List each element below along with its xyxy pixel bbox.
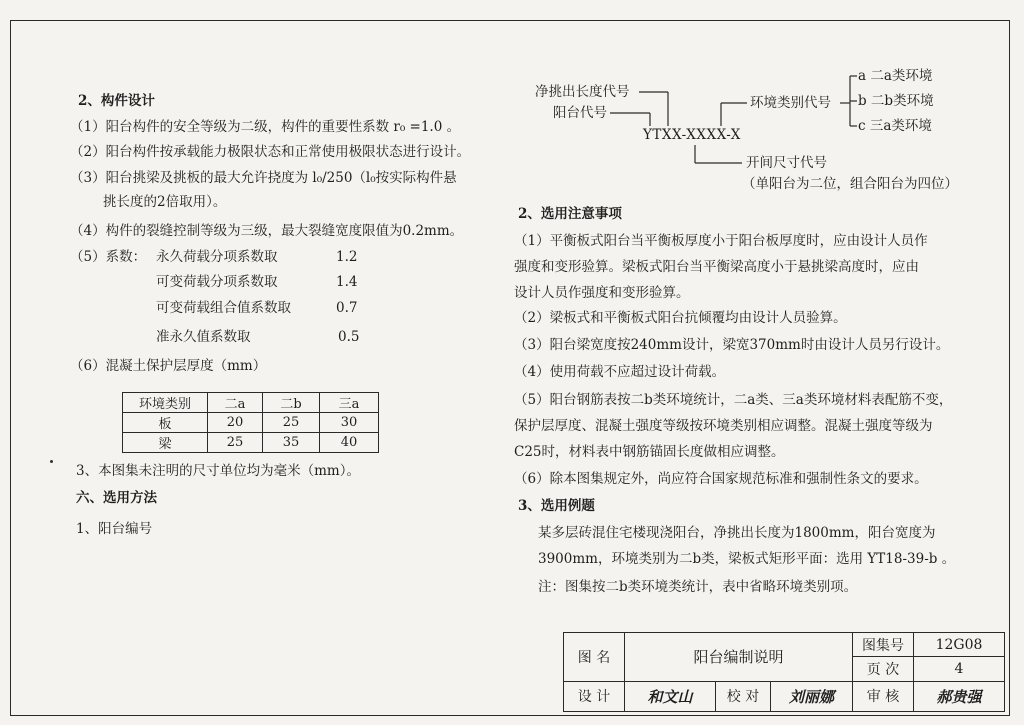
table-header-cell: 三a bbox=[320, 393, 379, 413]
designer-signature: 和文山 bbox=[625, 681, 716, 711]
table-cell: 25 bbox=[263, 413, 320, 433]
example-line: 某多层砖混住宅楼现浇阳台，净挑出长度为1800mm，阳台宽度为 bbox=[538, 525, 936, 541]
label-balcony-code: 阳台代号 bbox=[553, 105, 607, 121]
note-line: 保护层厚度、混凝土强度等级按环境类别相应调整。混凝土强度等级为 bbox=[514, 418, 933, 434]
note-line: （4）使用荷载不应超过设计荷载。 bbox=[514, 364, 726, 380]
note-line: 设计人员作强度和变形验算。 bbox=[514, 285, 690, 301]
label-env-code: 环境类别代号 bbox=[750, 95, 831, 111]
coefficients-label: （5）系数： bbox=[70, 249, 147, 265]
checker-label: 校 对 bbox=[716, 681, 771, 711]
coefficient-name: 永久荷载分项系数取 bbox=[156, 249, 278, 265]
note-line: C25时，材料表中钢筋锚固长度做相应调整。 bbox=[514, 444, 785, 460]
drawing-name-label: 图 名 bbox=[564, 633, 625, 682]
item-3-line-2: 挑长度的2倍取用）。 bbox=[103, 194, 227, 210]
checker-signature: 刘丽娜 bbox=[771, 681, 853, 711]
code-format: YTXX-XXXX-X bbox=[643, 127, 741, 143]
section-heading-example: 3、选用例题 bbox=[518, 498, 595, 514]
table-header-cell: 环境类别 bbox=[123, 393, 208, 413]
reviewer-label: 审 核 bbox=[853, 681, 914, 711]
item-4: （4）构件的裂缝控制等级为三级，最大裂缝宽度限值为0.2mm。 bbox=[70, 223, 464, 239]
section-heading-selection-notes: 2、选用注意事项 bbox=[518, 206, 622, 222]
note-line: 强度和变形验算。梁板式阳台当平衡梁高度小于悬挑梁高度时，应由 bbox=[514, 259, 919, 275]
item-2: （2）阳台构件按承载能力极限状态和正常使用极限状态进行设计。 bbox=[70, 144, 471, 160]
note-line: （5）阳台钢筋表按二b类环境统计，二a类、三a类环境材料表配筋不变， bbox=[514, 392, 953, 408]
coefficient-value: 1.4 bbox=[336, 274, 358, 290]
atlas-number-value: 12G08 bbox=[914, 633, 1005, 657]
designer-label: 设 计 bbox=[564, 681, 625, 711]
note-line: （2）梁板式和平衡板式阳台抗倾覆均由设计人员验算。 bbox=[514, 310, 847, 326]
table-cell: 梁 bbox=[123, 433, 208, 453]
coefficient-name: 准永久值系数取 bbox=[156, 329, 251, 345]
example-line: 3900mm，环境类别为二b类，梁板式矩形平面：选用 YT18-39-b 。 bbox=[538, 551, 956, 567]
table-cell: 板 bbox=[123, 413, 208, 433]
coefficient-value: 0.5 bbox=[338, 329, 360, 345]
table-header-cell: 二b bbox=[263, 393, 320, 413]
table-header-cell: 二a bbox=[208, 393, 263, 413]
balcony-numbering-heading: 1、阳台编号 bbox=[76, 521, 153, 537]
note-line: （6）除本图集规定外，尚应符合国家规范标准和强制性条文的要求。 bbox=[514, 471, 928, 487]
table-cell: 40 bbox=[320, 433, 379, 453]
cover-thickness-heading: （6）混凝土保护层厚度（mm） bbox=[70, 358, 267, 374]
env-option: a 二a类环境 bbox=[858, 68, 933, 84]
coefficient-value: 1.2 bbox=[336, 249, 358, 265]
page-number-value: 4 bbox=[914, 657, 1005, 681]
coefficient-name: 可变荷载组合值系数取 bbox=[156, 300, 291, 316]
note-line: （1）平衡板式阳台当平衡板厚度小于阳台板厚度时，应由设计人员作 bbox=[514, 233, 928, 249]
section-heading-component-design: 2、构件设计 bbox=[78, 93, 155, 109]
page-number-label: 页 次 bbox=[853, 657, 914, 681]
table-cell: 25 bbox=[208, 433, 263, 453]
table-cell: 35 bbox=[263, 433, 320, 453]
item-1: （1）阳台构件的安全等级为二级，构件的重要性系数 r₀ =1.0 。 bbox=[70, 119, 461, 135]
table-cell: 20 bbox=[208, 413, 263, 433]
title-block bbox=[563, 632, 1005, 712]
example-note: 注：图集按二b类环境类统计，表中省略环境类别项。 bbox=[538, 579, 858, 595]
note-line: （3）阳台梁宽度按240mm设计，梁宽370mm时由设计人员另行设计。 bbox=[514, 337, 950, 353]
label-bay-code: 开间尺寸代号 bbox=[746, 155, 827, 171]
bay-code-note: （单阳台为二位，组合阳台为四位） bbox=[742, 176, 958, 192]
env-option: c 三a类环境 bbox=[858, 118, 932, 134]
section-heading-selection-method: 六、选用方法 bbox=[76, 490, 157, 506]
atlas-number-label: 图集号 bbox=[853, 633, 914, 657]
item-3-line-1: （3）阳台挑梁及挑板的最大允许挠度为 l₀/250（l₀按实际构件悬 bbox=[70, 170, 457, 186]
unit-note: 3、本图集未注明的尺寸单位均为毫米（mm）。 bbox=[76, 463, 360, 479]
coefficient-value: 0.7 bbox=[336, 300, 358, 316]
env-option: b 二b类环境 bbox=[858, 93, 934, 109]
coefficient-name: 可变荷载分项系数取 bbox=[156, 274, 278, 290]
drawing-title: 阳台编制说明 bbox=[625, 633, 853, 682]
table-cell: 30 bbox=[320, 413, 379, 433]
reviewer-signature: 郝贵强 bbox=[914, 681, 1005, 711]
label-length-code: 净挑出长度代号 bbox=[535, 84, 630, 100]
